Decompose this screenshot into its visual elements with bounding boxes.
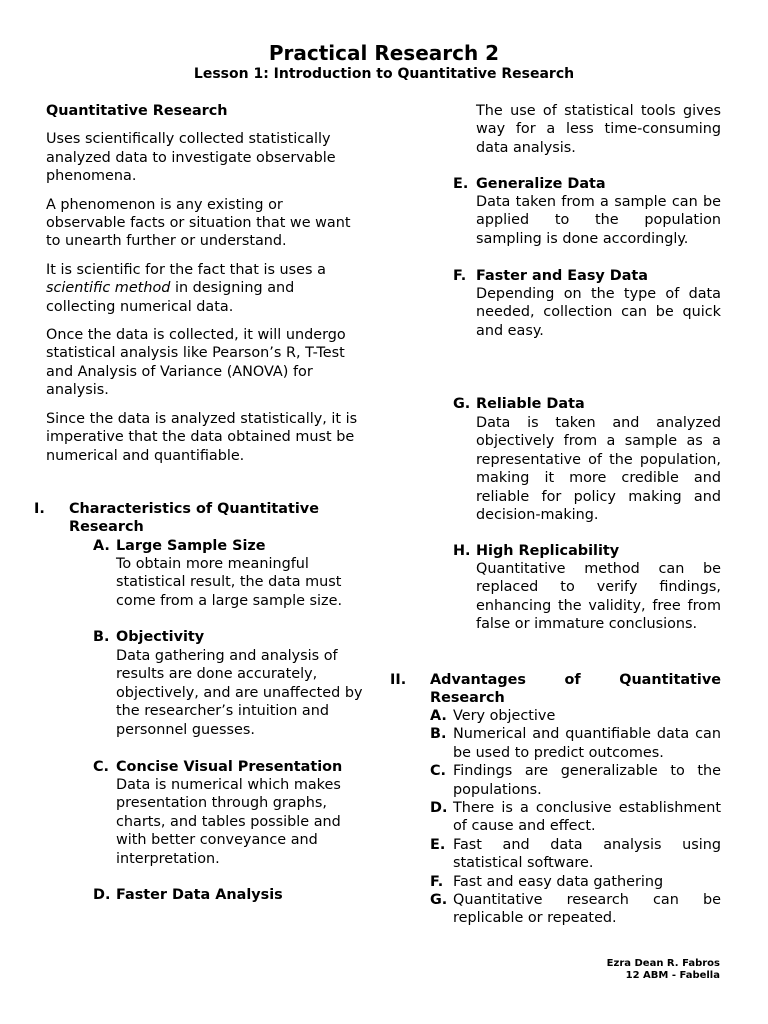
section-1-heading: Characteristics of Quantitative Research	[69, 501, 319, 536]
item-c-title: Concise Visual Presentation	[116, 759, 343, 775]
advantage-a-letter: A.	[430, 708, 447, 724]
item-h-title: High Replicability	[476, 543, 620, 559]
list-item	[430, 762, 721, 799]
advantage-f-letter: F.	[430, 873, 444, 890]
intro-paragraph-1: Uses scientifically collected statistically analyzed data to investigate observable phenomena.	[46, 131, 336, 185]
intro-paragraph-4: Once the data is collected, it will undergo statistical analysis like Pearson’s R, T-Test and Analysis of Variance (ANOVA) for analysis.	[46, 327, 346, 399]
item-e-text: Data taken from a sample can be applied to the population sampling is done accordingly.	[476, 194, 721, 247]
advantage-f-text: Fast and easy data gathering	[453, 873, 664, 890]
intro-block	[46, 102, 364, 475]
item-b-title: Objectivity	[116, 629, 205, 645]
item-a-text: To obtain more meaningful statistical result, the data must come from a large sample size.	[116, 556, 343, 609]
document-title: Practical Research 2	[268, 41, 500, 65]
advantage-d-text: There is a conclusive establishment of cause and effect.	[453, 800, 721, 835]
intro-heading: Quantitative Research	[46, 103, 228, 119]
intro-p3-emphasis: scientific method	[46, 280, 171, 297]
item-h-text: Quantitative method can be replaced to verify findings, enhancing the validity, free from false or immature conclusions.	[476, 561, 721, 633]
advantage-g-text: Quantitative research can be replicable or repeated.	[453, 892, 721, 927]
item-c-letter: C.	[93, 759, 110, 775]
item-g-text: Data is taken and analyzed objectively from a sample as a representative of the population, making it more credible and reliable for policy making and decision-making.	[476, 415, 721, 524]
list-item	[430, 725, 721, 762]
list-item	[430, 836, 721, 873]
item-b-letter: B.	[93, 629, 110, 645]
item-d-text: The use of statistical tools gives way for a less time-consuming data analysis.	[476, 103, 721, 156]
intro-paragraph-2: A phenomenon is any existing or observable facts or situation that we want to unearth further or understand.	[46, 196, 351, 250]
section-2-numeral: II.	[390, 672, 407, 688]
list-item	[430, 891, 721, 928]
item-g-letter: G.	[453, 396, 471, 412]
item-g-title: Reliable Data	[476, 396, 585, 412]
advantage-a-text: Very objective	[453, 708, 556, 724]
advantage-d-letter: D.	[430, 800, 448, 817]
list-item	[430, 799, 721, 836]
item-e-title: Generalize Data	[476, 176, 606, 192]
section-1-numeral: I.	[34, 501, 45, 517]
author-section: 12 ABM - Fabella	[625, 970, 720, 981]
item-d-title: Faster Data Analysis	[116, 887, 283, 903]
advantage-c-text: Findings are generalizable to the populations.	[453, 763, 721, 798]
item-d-letter: D.	[93, 887, 111, 903]
advantage-g-letter: G.	[430, 892, 448, 909]
item-f-letter: F.	[453, 268, 467, 284]
item-e-letter: E.	[453, 176, 469, 192]
item-a-title: Large Sample Size	[116, 538, 266, 554]
author-footer	[607, 958, 720, 982]
intro-p3-start: It is scientific for the fact that is uses a	[46, 261, 326, 278]
item-h-letter: H.	[453, 543, 471, 559]
advantages-list	[430, 707, 721, 928]
item-c-text: Data is numerical which makes presentation through graphs, charts, and tables possible and with better conveyance and interpretation.	[116, 777, 341, 867]
lesson-subtitle: Lesson 1: Introduction to Quantitative Research	[193, 66, 575, 82]
section-2-heading-line2: Research	[430, 690, 505, 706]
intro-paragraph-5: Since the data is analyzed statistically, it is imperative that the data obtained must be numerical and quantifiable.	[46, 410, 358, 464]
advantage-e-letter: E.	[430, 836, 446, 853]
advantage-c-letter: C.	[430, 763, 447, 780]
advantage-e-text: Fast and data analysis using statistical software.	[453, 836, 721, 872]
advantage-b-letter: B.	[430, 726, 447, 743]
intro-paragraph-3	[46, 261, 364, 316]
list-item	[430, 873, 721, 891]
list-item	[430, 707, 721, 725]
item-f-text: Depending on the type of data needed, collection can be quick and easy.	[476, 286, 721, 339]
author-name: Ezra Dean R. Fabros	[606, 958, 720, 969]
item-b-text: Data gathering and analysis of results are done accurately, objectively, and are unaffected by the researcher’s intuition and personnel guesses.	[116, 648, 363, 738]
section-2-heading-line1: Advantages of Quantitative	[430, 672, 721, 688]
item-a-letter: A.	[93, 538, 110, 554]
item-f-title: Faster and Easy Data	[476, 268, 649, 284]
intro-p3-end: in designing and collecting numerical data.	[46, 280, 295, 315]
advantage-b-text: Numerical and quantifiable data can be used to predict outcomes.	[453, 726, 721, 761]
